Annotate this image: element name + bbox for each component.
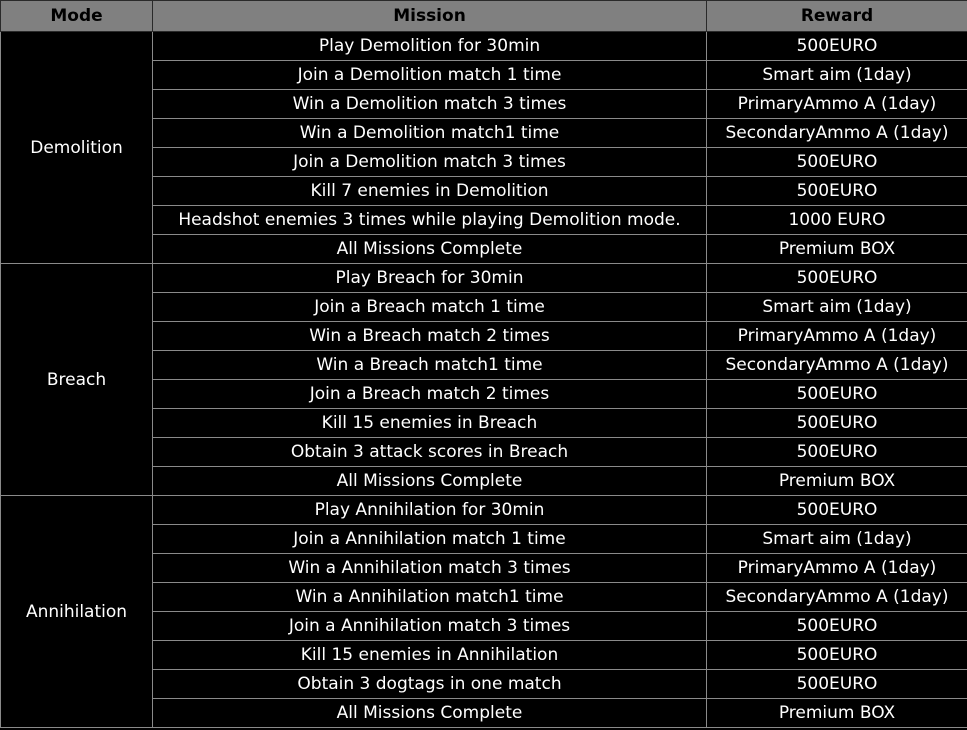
reward-cell: 500EURO [707, 264, 967, 293]
mission-cell: Win a Breach match1 time [153, 351, 707, 380]
mission-cell: Play Demolition for 30min [153, 32, 707, 61]
reward-cell: Smart aim (1day) [707, 525, 967, 554]
header-mission: Mission [153, 1, 707, 32]
mission-cell: All Missions Complete [153, 699, 707, 728]
reward-cell: PrimaryAmmo A (1day) [707, 322, 967, 351]
mission-cell: Join a Annihilation match 3 times [153, 612, 707, 641]
reward-cell: 500EURO [707, 32, 967, 61]
mission-cell: Obtain 3 dogtags in one match [153, 670, 707, 699]
reward-cell: PrimaryAmmo A (1day) [707, 90, 967, 119]
mission-cell: Win a Annihilation match 3 times [153, 554, 707, 583]
reward-cell: 500EURO [707, 380, 967, 409]
reward-cell: Premium BOX [707, 467, 967, 496]
mode-cell-demolition: Demolition [1, 32, 153, 264]
reward-cell: 500EURO [707, 670, 967, 699]
mission-cell: Headshot enemies 3 times while playing Demolition mode. [153, 206, 707, 235]
mission-cell: Kill 7 enemies in Demolition [153, 177, 707, 206]
mission-cell: Join a Annihilation match 1 time [153, 525, 707, 554]
mission-cell: Win a Annihilation match1 time [153, 583, 707, 612]
mission-cell: Win a Demolition match1 time [153, 119, 707, 148]
mission-cell: Join a Breach match 2 times [153, 380, 707, 409]
table-row [1, 32, 967, 61]
mode-cell-breach: Breach [1, 264, 153, 496]
mission-cell: Play Breach for 30min [153, 264, 707, 293]
mission-cell: Kill 15 enemies in Breach [153, 409, 707, 438]
reward-cell: Premium BOX [707, 699, 967, 728]
mission-cell: Join a Demolition match 1 time [153, 61, 707, 90]
mission-cell: Obtain 3 attack scores in Breach [153, 438, 707, 467]
reward-cell: 500EURO [707, 438, 967, 467]
reward-cell: Smart aim (1day) [707, 293, 967, 322]
reward-cell: 500EURO [707, 177, 967, 206]
reward-cell: 500EURO [707, 148, 967, 177]
reward-cell: Smart aim (1day) [707, 61, 967, 90]
reward-cell: SecondaryAmmo A (1day) [707, 119, 967, 148]
mission-cell: Win a Demolition match 3 times [153, 90, 707, 119]
mission-cell: All Missions Complete [153, 235, 707, 264]
header-reward: Reward [707, 1, 967, 32]
table-row [1, 496, 967, 525]
mission-cell: Play Annihilation for 30min [153, 496, 707, 525]
mission-cell: Kill 15 enemies in Annihilation [153, 641, 707, 670]
mission-cell: Join a Breach match 1 time [153, 293, 707, 322]
reward-cell: 500EURO [707, 409, 967, 438]
mission-cell: Win a Breach match 2 times [153, 322, 707, 351]
reward-cell: 1000 EURO [707, 206, 967, 235]
header-mode: Mode [1, 1, 153, 32]
mode-cell-annihilation: Annihilation [1, 496, 153, 728]
missions-body [1, 32, 967, 728]
table-row [1, 264, 967, 293]
reward-cell: 500EURO [707, 496, 967, 525]
reward-cell: SecondaryAmmo A (1day) [707, 583, 967, 612]
reward-cell: PrimaryAmmo A (1day) [707, 554, 967, 583]
reward-cell: SecondaryAmmo A (1day) [707, 351, 967, 380]
reward-cell: 500EURO [707, 641, 967, 670]
header-row [1, 1, 967, 32]
mission-cell: All Missions Complete [153, 467, 707, 496]
reward-cell: 500EURO [707, 612, 967, 641]
mission-cell: Join a Demolition match 3 times [153, 148, 707, 177]
reward-cell: Premium BOX [707, 235, 967, 264]
